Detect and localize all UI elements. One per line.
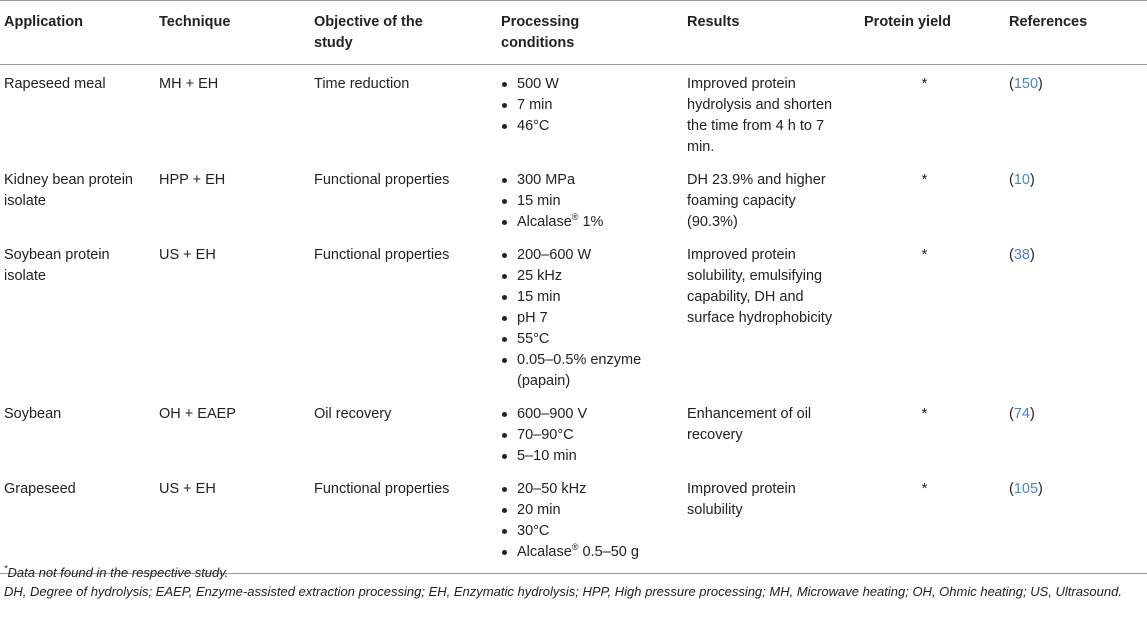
condition-item: pH 7	[501, 308, 679, 329]
cell-conditions	[497, 65, 683, 162]
condition-item: 70–90°C	[501, 425, 679, 446]
cell-technique: US + EH	[159, 247, 216, 263]
cell-results: Improved protein hydrolysis and shorten the time from 4 h to 7 min.	[687, 76, 833, 155]
footnote-mark: *	[4, 563, 8, 574]
cell-results: Improved protein solubility	[687, 481, 796, 518]
cell-application: Soybean protein isolate	[4, 247, 110, 284]
cell-objective: Functional properties	[314, 172, 450, 188]
condition-item: 30°C	[501, 521, 679, 542]
cell-conditions	[497, 161, 683, 236]
cell-technique: MH + EH	[159, 76, 219, 92]
condition-item: 20–50 kHz	[501, 479, 679, 500]
cell-objective: Functional properties	[314, 247, 450, 263]
footnote-text: Data not found in the respective study.	[7, 565, 229, 580]
cell-application: Rapeseed meal	[4, 76, 106, 92]
conditions-list	[501, 74, 679, 137]
cell-reference: (150)	[1009, 76, 1043, 92]
cell-objective: Time reduction	[314, 76, 410, 92]
cell-application: Kidney bean protein isolate	[4, 172, 133, 209]
cell-results: DH 23.9% and higher foaming capacity (90.3%)	[687, 172, 826, 230]
cell-protein-yield: *	[921, 406, 928, 422]
cell-protein-yield: *	[921, 172, 928, 188]
header-technique: Technique	[159, 14, 231, 30]
table-row	[0, 65, 1147, 162]
cell-results: Enhancement of oil recovery	[687, 406, 812, 443]
table-notes	[4, 563, 1144, 601]
header-application: Application	[4, 14, 83, 30]
cell-conditions	[497, 395, 683, 470]
condition-item: 15 min	[501, 191, 679, 212]
conditions-list	[501, 245, 679, 392]
cell-reference: (38)	[1009, 247, 1035, 263]
table-row	[0, 395, 1147, 470]
header-conditions: Processing conditions	[501, 14, 580, 51]
condition-item: 0.05–0.5% enzyme (papain)	[501, 350, 679, 392]
conditions-list	[501, 170, 679, 233]
condition-item: 55°C	[501, 329, 679, 350]
condition-item: 15 min	[501, 287, 679, 308]
reference-link[interactable]: 105	[1013, 481, 1039, 497]
condition-item: 600–900 V	[501, 404, 679, 425]
condition-item: 46°C	[501, 116, 679, 137]
abbreviations: DH, Degree of hydrolysis; EAEP, Enzyme-assisted extraction processing; EH, Enzymatic hydrolysis; HPP, High pressure processing; MH, Microwave heating; OH, Ohmic heating; US, Ultrasound.	[4, 584, 1122, 599]
header-objective: Objective of the study	[314, 14, 423, 51]
cell-conditions	[497, 470, 683, 574]
cell-results: Improved protein solubility, emulsifying capability, DH and surface hydrophobicity	[687, 247, 833, 326]
reference-link[interactable]: 150	[1013, 76, 1039, 92]
condition-item: 500 W	[501, 74, 679, 95]
cell-application: Grapeseed	[4, 481, 76, 497]
cell-reference: (105)	[1009, 481, 1043, 497]
table-row	[0, 470, 1147, 574]
header-row	[0, 1, 1147, 65]
conditions-list	[501, 404, 679, 467]
cell-protein-yield: *	[921, 481, 928, 497]
condition-item: 300 MPa	[501, 170, 679, 191]
cell-application: Soybean	[4, 406, 62, 422]
condition-item: Alcalase® 1%	[501, 212, 679, 233]
condition-item: 200–600 W	[501, 245, 679, 266]
condition-item: Alcalase® 0.5–50 g	[501, 542, 679, 563]
header-references: References	[1009, 14, 1088, 30]
condition-item: 5–10 min	[501, 446, 679, 467]
cell-reference: (74)	[1009, 406, 1035, 422]
footnote	[4, 563, 1144, 582]
cell-technique: HPP + EH	[159, 172, 226, 188]
cell-conditions	[497, 236, 683, 395]
reference-link[interactable]: 10	[1013, 172, 1030, 188]
cell-objective: Oil recovery	[314, 406, 392, 422]
table-row	[0, 236, 1147, 395]
cell-technique: US + EH	[159, 481, 216, 497]
condition-item: 20 min	[501, 500, 679, 521]
reference-link[interactable]: 38	[1013, 247, 1030, 263]
cell-protein-yield: *	[921, 76, 928, 92]
condition-item: 7 min	[501, 95, 679, 116]
table-row	[0, 161, 1147, 236]
cell-protein-yield: *	[921, 247, 928, 263]
cell-technique: OH + EAEP	[159, 406, 236, 422]
reference-link[interactable]: 74	[1013, 406, 1030, 422]
condition-item: 25 kHz	[501, 266, 679, 287]
header-results: Results	[687, 14, 740, 30]
header-protein-yield: Protein yield	[864, 14, 952, 30]
cell-objective: Functional properties	[314, 481, 450, 497]
cell-reference: (10)	[1009, 172, 1035, 188]
conditions-list	[501, 479, 679, 563]
